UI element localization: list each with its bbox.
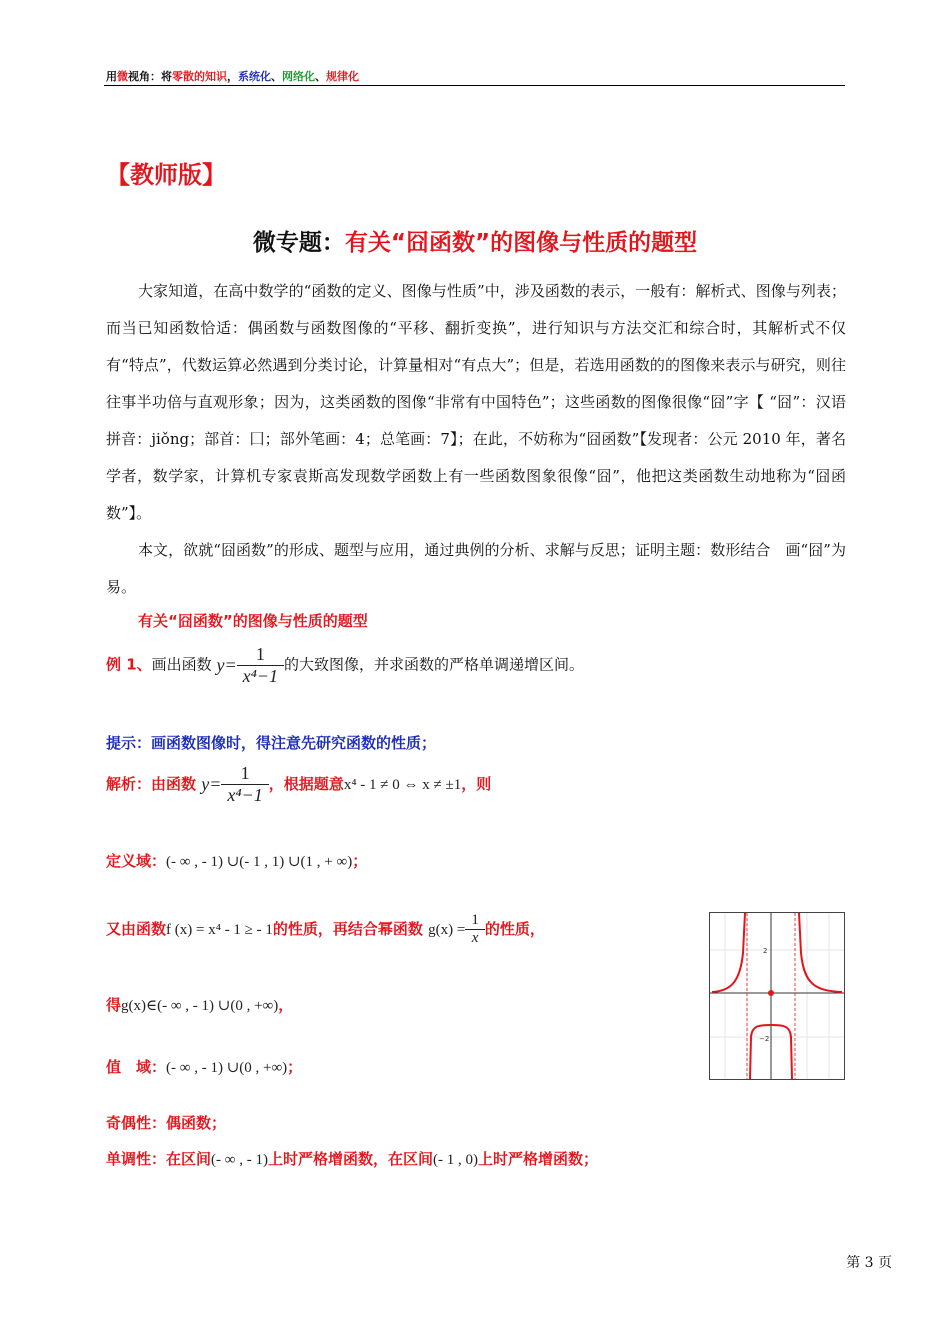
property-text: 又由函数 bbox=[106, 920, 167, 938]
range-value: (- ∞ , - 1) ∪(0 , +∞) bbox=[166, 1060, 288, 1076]
analysis-text: ，根据题意 bbox=[268, 775, 344, 793]
interval-2: (- 1 , 0) bbox=[432, 1152, 478, 1168]
header-text: 、 bbox=[315, 70, 326, 83]
header-text: 系统化 bbox=[238, 70, 271, 83]
g-denominator: x bbox=[465, 929, 485, 947]
interval-1: (- ∞ , - 1) bbox=[211, 1152, 268, 1168]
formula-fraction bbox=[221, 763, 268, 806]
version-label: 【教师版】 bbox=[106, 161, 226, 189]
graph-svg bbox=[710, 913, 844, 1079]
property-text: 的性质， bbox=[484, 920, 545, 938]
header-text: 微 bbox=[117, 70, 128, 83]
curve-left-branch bbox=[712, 913, 745, 992]
derive-line bbox=[106, 994, 293, 1015]
formula-denominator: x⁴−1 bbox=[221, 784, 268, 806]
range-label: 值 域： bbox=[106, 1058, 167, 1076]
intro-paragraph-1: 大家知道，在高中数学的“函数的定义、图像与性质”中，涉及函数的表示，一般有：解析式、图像与列表；而当已知函数恰适：偶函数与函数图像的“平移、翻折变换”，进行知识与方法交汇和综合时，其解析式不仅有“特点”，代数运算必然遇到分类讨论，计算量相对“有点大”；但是，若选用函数的的图像来表示与研究，则往往事半功倍与直观形象；因为，这类函数的图像“非常有中国特色”；这些函数的图像很像“囧”字【 “囧”：汉语拼音：jiǒng；部首：囗；部外笔画：4；总笔画：7】；在此，不妨称为“囧函数”【发现者：公元 2010 年，著名学者，数学家，计算机专家袁斯高发现数学函数上有一些函数图象很像“囧”，他把这类函数生动地称为“囧函数”】。 bbox=[106, 282, 846, 522]
page-header bbox=[106, 68, 359, 84]
analysis bbox=[106, 763, 491, 806]
title-prefix: 微专题： bbox=[252, 230, 345, 256]
g-formula-fraction bbox=[465, 912, 485, 947]
formula-numerator: 1 bbox=[255, 644, 265, 664]
title-main: 有关“囧函数”的图像与性质的题型 bbox=[344, 230, 698, 256]
analysis-label: 解析：由函数 bbox=[106, 775, 197, 793]
domain-end: ； bbox=[352, 852, 368, 870]
monotonic-text: 单调性：在区间 bbox=[106, 1150, 212, 1168]
monotonic-line bbox=[106, 1148, 598, 1169]
example-label: 例 1、 bbox=[106, 655, 152, 674]
range-line bbox=[106, 1056, 302, 1077]
header-rule bbox=[104, 85, 845, 86]
origin-point bbox=[768, 990, 774, 996]
page-number: 第 3 页 bbox=[846, 1255, 892, 1271]
g-numerator: 1 bbox=[471, 912, 479, 928]
header-text: 规律化 bbox=[326, 70, 359, 83]
monotonic-text: 上时严格增函数，在区间 bbox=[267, 1150, 433, 1168]
analysis-text: ，则 bbox=[461, 775, 492, 793]
tick-label-bottom: −2 bbox=[759, 1035, 770, 1043]
header-text: 网络化 bbox=[282, 70, 315, 83]
header-text: 、 bbox=[271, 70, 282, 83]
header-text: 用 bbox=[106, 70, 117, 83]
derive-end: ， bbox=[278, 996, 294, 1014]
domain-value: (- ∞ , - 1) ∪(- 1 , 1) ∪(1 , + ∞) bbox=[166, 854, 353, 870]
derive-value: g(x)∈(- ∞ , - 1) ∪(0 , +∞) bbox=[121, 998, 279, 1014]
example-text: 画出函数 bbox=[151, 655, 212, 674]
section-title: 有关“囧函数”的图像与性质的题型 bbox=[138, 612, 368, 630]
example-1 bbox=[106, 644, 584, 687]
formula-fraction bbox=[237, 644, 284, 687]
f-formula: f (x) = x⁴ - 1 ≥ - 1 bbox=[166, 922, 273, 938]
header-text: ， bbox=[227, 70, 238, 83]
page-title bbox=[0, 224, 950, 257]
function-graph bbox=[709, 912, 845, 1080]
header-text: 零散的知识 bbox=[172, 70, 227, 83]
formula-denominator: x⁴−1 bbox=[237, 665, 284, 687]
domain-label: 定义域： bbox=[106, 852, 167, 870]
property-text: 的性质，再结合幂函数 bbox=[272, 920, 423, 938]
example-text: 的大致图像，并求函数的严格单调递增区间。 bbox=[284, 655, 585, 674]
curve-right-branch bbox=[799, 913, 842, 992]
hint: 提示：画函数图像时，得注意先研究函数的性质； bbox=[106, 734, 437, 752]
formula-lhs: y= bbox=[201, 774, 222, 794]
formula-numerator: 1 bbox=[240, 763, 250, 783]
range-end: ； bbox=[287, 1058, 303, 1076]
parity-line: 奇偶性：偶函数； bbox=[106, 1114, 227, 1132]
g-formula-lhs: g(x) = bbox=[428, 922, 466, 938]
tick-label-top: 2 bbox=[763, 947, 768, 955]
graph-grid bbox=[710, 913, 844, 1079]
intro-paragraph-2: 本文，欲就“囧函数”的形成、题型与应用，通过典例的分析、求解与反思；证明主题：数形结合 画“囧”为易。 bbox=[106, 541, 846, 596]
condition-formula: x⁴ - 1 ≠ 0 ⇔ x ≠ ±1 bbox=[343, 777, 462, 793]
header-text: 视角：将 bbox=[128, 70, 172, 83]
monotonic-text: 上时严格增函数； bbox=[477, 1150, 598, 1168]
domain-line bbox=[106, 850, 367, 871]
formula-lhs: y= bbox=[216, 655, 237, 675]
derive-label: 得 bbox=[106, 996, 122, 1014]
property-line bbox=[106, 912, 545, 947]
